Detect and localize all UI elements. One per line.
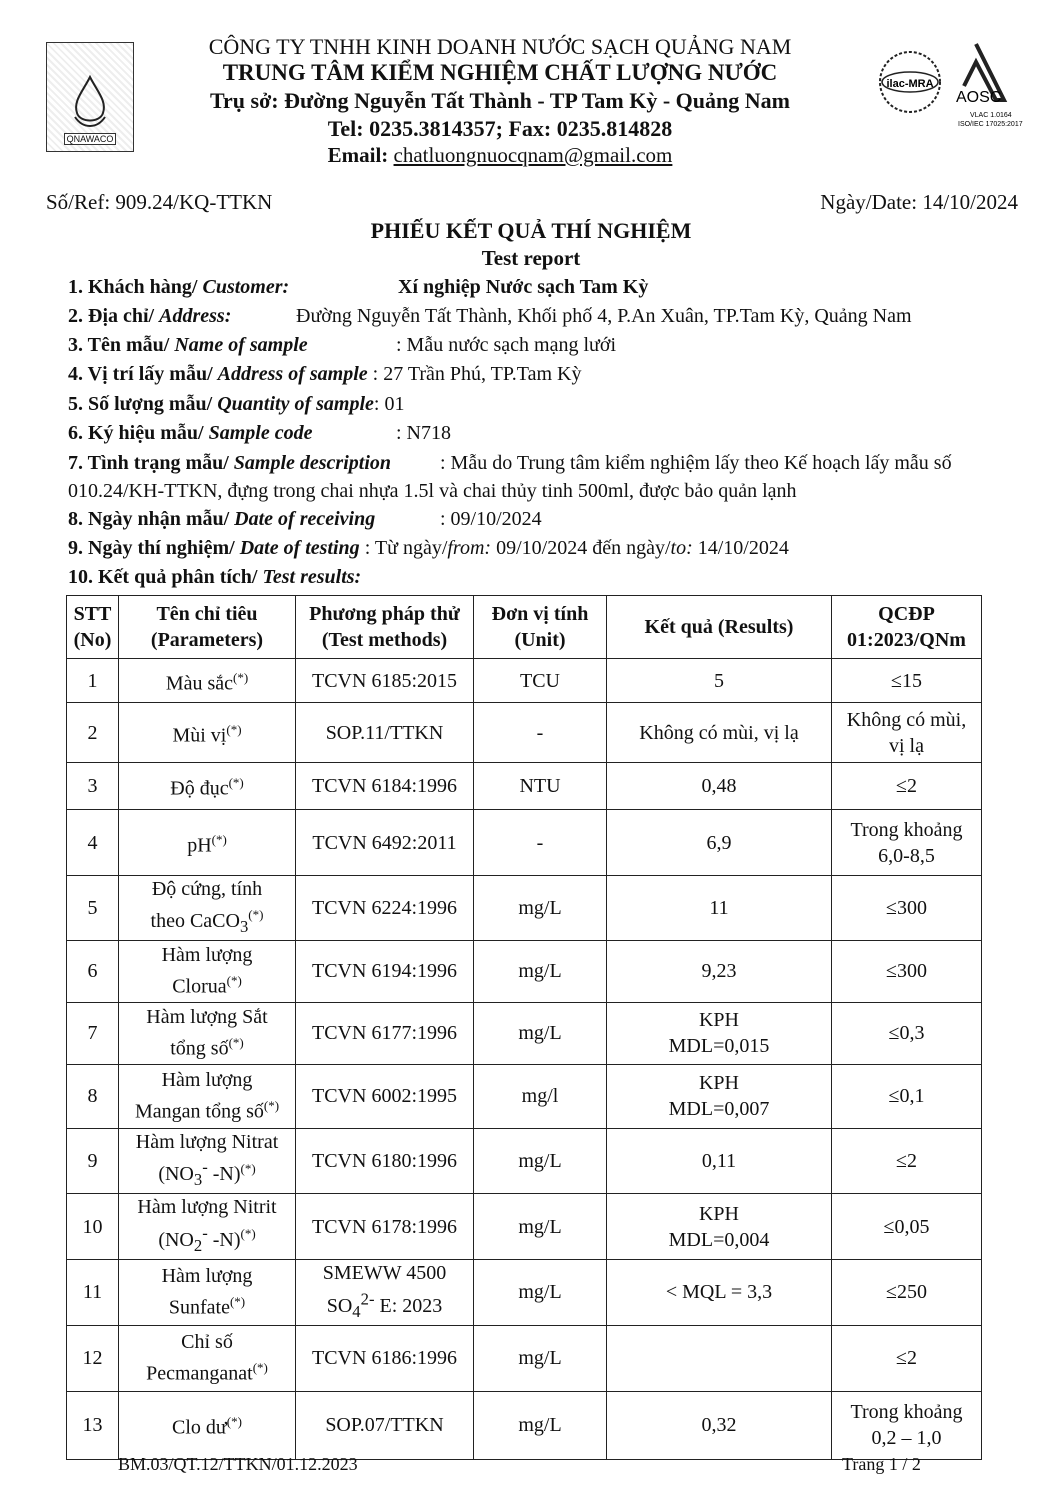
cell-unit-text: -	[536, 831, 544, 854]
cell-method	[296, 1325, 474, 1391]
cell-limit	[832, 940, 982, 1002]
cell-result-text: 0,48	[701, 775, 737, 797]
table-row	[67, 1391, 982, 1459]
cell-limit	[832, 810, 982, 876]
cell-result	[607, 1259, 832, 1325]
report-date: Ngày/Date: 14/10/2024	[820, 190, 1018, 214]
testing-date-line: 9. Ngày thí nghiệm/ Date of testing : Từ ngày/from: 09/10/2024 đến ngày/to: 14/10/2024	[68, 537, 789, 559]
results-table	[66, 595, 982, 1460]
column-header-text: STT	[73, 603, 112, 625]
cell-method-text: SMEWW 4500	[322, 1261, 447, 1284]
cell-method-text: $SO_4^{2-}$ E: 2023	[326, 1288, 443, 1321]
cell-no-text: 5	[87, 896, 98, 919]
cell-result	[607, 1325, 832, 1391]
cell-no	[67, 1259, 119, 1325]
cell-limit	[832, 1002, 982, 1064]
footnote-mark: (*)	[228, 1035, 244, 1051]
cell-parameter	[119, 876, 296, 941]
table-row	[67, 703, 982, 763]
cell-parameter	[119, 1391, 296, 1459]
cell-limit	[832, 1064, 982, 1128]
cell-no-text: 13	[82, 1414, 103, 1437]
cell-limit	[832, 1128, 982, 1194]
cell-parameter	[119, 1128, 296, 1194]
cell-no-text: 9	[87, 1149, 98, 1172]
cell-parameter-text: Mùi vị	[172, 724, 227, 747]
cell-unit	[474, 1128, 607, 1194]
sample-location-line: 4. Vị trí lấy mẫu/ Address of sample : 27 Trần Phú, TP.Tam Kỳ	[68, 363, 582, 385]
cell-result	[607, 876, 832, 941]
cell-method-text: SOP.07/TTKN	[325, 1414, 444, 1437]
ilac-mra-seal	[878, 44, 942, 120]
table-row	[67, 763, 982, 810]
cell-method	[296, 659, 474, 703]
cell-parameter	[119, 940, 296, 1002]
cell-parameter-text: Mangan tổng số	[134, 1100, 264, 1123]
cell-parameter-text: Độ cứng, tính	[151, 878, 263, 900]
cell-limit-text: ≤15	[891, 669, 922, 692]
cell-limit-text: ≤2	[896, 775, 917, 797]
footnote-mark: (*)	[229, 1294, 246, 1310]
office-address: Trụ sở: Đường Nguyễn Tất Thành - TP Tam Kỳ - Quảng Nam	[210, 88, 790, 113]
column-header-text: Đơn vị tính	[491, 603, 589, 625]
cell-unit	[474, 1259, 607, 1325]
cell-parameter	[119, 1325, 296, 1391]
cell-unit-text: mg/L	[518, 1022, 562, 1045]
cell-no-text: 3	[87, 775, 98, 797]
column-header-text: QCĐP	[878, 603, 935, 625]
email-label: Email:	[327, 143, 394, 167]
cell-parameter-text: Clo dư	[172, 1416, 227, 1439]
reference-number: Số/Ref: 909.24/KQ-TTKN	[46, 190, 273, 214]
receiving-date-value: : 09/10/2024	[440, 508, 542, 530]
cell-parameter	[119, 810, 296, 876]
footnote-mark: (*)	[226, 973, 242, 989]
cell-no	[67, 876, 119, 941]
cell-method-text: TCVN 6184:1996	[312, 775, 457, 797]
cell-method	[296, 1259, 474, 1325]
seal-text: ilac-MRA	[886, 78, 934, 90]
cell-result-text: MDL=0,015	[668, 1035, 770, 1058]
cell-method	[296, 1391, 474, 1459]
cell-parameter-text: Độ đục	[170, 777, 229, 800]
sample-quantity-line: 5. Số lượng mẫu/ Quantity of sample: 01	[68, 393, 405, 415]
cell-no	[67, 1391, 119, 1459]
cell-limit-text: Không có mùi,	[846, 708, 967, 731]
cell-limit	[832, 1259, 982, 1325]
cell-result-text: MDL=0,007	[668, 1098, 770, 1121]
logo-text: QNAWACO	[64, 133, 117, 145]
table-row	[67, 1194, 982, 1260]
cell-method-text: TCVN 6224:1996	[312, 896, 457, 919]
column-header-text: (Unit)	[514, 629, 566, 651]
cell-method	[296, 940, 474, 1002]
cell-unit	[474, 1064, 607, 1128]
cell-parameter-text: ($NO_2^-$ -N)	[158, 1223, 241, 1255]
cell-unit-text: mg/L	[518, 960, 562, 983]
cell-unit-text: mg/L	[518, 1215, 562, 1238]
cell-parameter-text: Hàm lượng Nitrat	[135, 1130, 279, 1153]
test-results-label: 10. Kết quả phân tích/ Test results:	[68, 566, 362, 588]
footnote-mark: (*)	[211, 831, 227, 847]
cell-unit	[474, 763, 607, 810]
cell-parameter-text: theo CaCO$_3$	[150, 909, 249, 936]
report-title: PHIẾU KẾT QUẢ THÍ NGHIỆM	[370, 218, 692, 243]
footnote-mark: (*)	[228, 775, 244, 791]
cell-unit	[474, 1391, 607, 1459]
cell-unit	[474, 1194, 607, 1260]
cell-no-text: 8	[87, 1085, 98, 1108]
cell-limit	[832, 763, 982, 810]
cell-limit	[832, 659, 982, 703]
cell-method	[296, 763, 474, 810]
address-line: 2. Địa chỉ/ Address: Đường Nguyễn Tất Thành, Khối phố 4, P.An Xuân, TP.Tam Kỳ, Quảng Nam	[68, 305, 912, 327]
cell-method	[296, 1002, 474, 1064]
sample-name-value: : Mẫu nước sạch mạng lưới	[396, 334, 617, 356]
cell-limit	[832, 1391, 982, 1459]
cell-no-text: 4	[87, 831, 98, 854]
table-row	[67, 1128, 982, 1194]
cell-no-text: 11	[82, 1281, 103, 1304]
cell-unit	[474, 1325, 607, 1391]
footnote-mark: (*)	[226, 1414, 242, 1430]
cell-method	[296, 876, 474, 941]
sample-description-cont: 010.24/KH-TTKN, đựng trong chai nhựa 1.5l và chai thủy tinh 500ml, được bảo quản lạnh	[68, 480, 797, 502]
cell-result-text: Không có mùi, vị lạ	[639, 721, 799, 744]
cell-no-text: 12	[82, 1347, 103, 1370]
center-name: TRUNG TÂM KIỂM NGHIỆM CHẤT LƯỢNG NƯỚC	[222, 60, 778, 85]
aosc-vlac: VLAC 1.0164	[970, 112, 1012, 119]
cell-method	[296, 1128, 474, 1194]
cell-parameter	[119, 1194, 296, 1260]
cell-result	[607, 1128, 832, 1194]
cell-no	[67, 1002, 119, 1064]
cell-result	[607, 1064, 832, 1128]
cell-result-text: KPH	[698, 1202, 739, 1225]
cell-method	[296, 810, 474, 876]
cell-result-text: 11	[709, 896, 729, 919]
cell-result	[607, 763, 832, 810]
column-header-text: 01:2023/QNm	[847, 629, 966, 651]
cell-result-text: KPH	[698, 1009, 739, 1032]
cell-no	[67, 703, 119, 763]
cell-unit-text: NTU	[519, 775, 561, 797]
cell-parameter	[119, 1002, 296, 1064]
cell-unit-text: mg/L	[518, 1414, 562, 1437]
address-value: Đường Nguyễn Tất Thành, Khối phố 4, P.An Xuân, TP.Tam Kỳ, Quảng Nam	[296, 305, 912, 327]
cell-result-text: MDL=0,004	[668, 1228, 770, 1251]
sample-description-value: : Mẫu do Trung tâm kiểm nghiệm lấy theo Kế hoạch lấy mẫu số	[440, 452, 952, 474]
cell-no	[67, 1194, 119, 1260]
aosc-text: AOSC	[956, 89, 1002, 106]
cell-limit	[832, 703, 982, 763]
cell-parameter-text: Clorua	[172, 975, 227, 998]
cell-no-text: 6	[87, 960, 98, 983]
company-logo	[46, 42, 134, 152]
cell-unit-text: mg/L	[518, 896, 562, 919]
cell-no-text: 10	[82, 1215, 103, 1238]
column-header-text: Tên chỉ tiêu	[156, 603, 258, 625]
cell-limit-text: 6,0-8,5	[878, 844, 935, 867]
cell-unit	[474, 1002, 607, 1064]
cell-no	[67, 763, 119, 810]
cell-result-text: 9,23	[701, 960, 737, 983]
cell-unit	[474, 810, 607, 876]
column-header-text: (Parameters)	[150, 629, 264, 651]
cell-parameter-text: Hàm lượng Nitrit	[137, 1196, 277, 1219]
cell-unit-text: mg/L	[518, 1149, 562, 1172]
cell-result-text: 5	[714, 669, 724, 692]
cell-result	[607, 810, 832, 876]
table-row	[67, 1325, 982, 1391]
column-header-text: Kết quả (Results)	[644, 616, 794, 638]
footnote-mark: (*)	[233, 669, 249, 685]
cell-unit	[474, 940, 607, 1002]
cell-result-text: 6,9	[706, 831, 732, 854]
cell-no	[67, 810, 119, 876]
table-row	[67, 659, 982, 703]
footnote-mark: (*)	[252, 1360, 268, 1376]
cell-limit-text: ≤2	[896, 1149, 917, 1172]
water-drop-icon	[65, 73, 115, 133]
cell-result	[607, 659, 832, 703]
cell-result	[607, 940, 832, 1002]
cell-limit	[832, 876, 982, 941]
cell-parameter-text: tổng số	[170, 1037, 229, 1060]
cell-limit-text: ≤2	[896, 1347, 917, 1370]
cell-unit-text: TCU	[520, 669, 560, 692]
cell-unit	[474, 659, 607, 703]
cell-method-text: TCVN 6177:1996	[312, 1022, 457, 1045]
cell-method-text: TCVN 6178:1996	[312, 1215, 457, 1238]
footnote-mark: (*)	[263, 1098, 280, 1114]
cell-parameter	[119, 659, 296, 703]
table-row	[67, 1064, 982, 1128]
footnote-mark: (*)	[226, 721, 242, 737]
cell-no-text: 2	[87, 721, 98, 744]
cell-parameter-text: Sunfate	[168, 1297, 230, 1320]
cell-unit-text: mg/L	[518, 1347, 562, 1370]
company-name: CÔNG TY TNHH KINH DOANH NƯỚC SẠCH QUẢNG NAM	[208, 34, 792, 59]
cell-method-text: TCVN 6180:1996	[312, 1149, 457, 1172]
cell-unit	[474, 703, 607, 763]
cell-parameter-text: ($NO_3^-$ -N)	[158, 1157, 241, 1190]
table-header-row	[67, 596, 982, 659]
table-row	[67, 1259, 982, 1325]
cell-parameter-text: Pecmanganat	[146, 1362, 253, 1385]
table-row	[67, 810, 982, 876]
table-row	[67, 876, 982, 941]
cell-no	[67, 1128, 119, 1194]
cell-method	[296, 1064, 474, 1128]
column-header-text: Phương pháp thử	[309, 603, 460, 625]
contact-phone: Tel: 0235.3814357; Fax: 0235.814828	[327, 116, 673, 141]
cell-method-text: TCVN 6186:1996	[312, 1347, 457, 1370]
cell-unit-text: mg/L	[518, 1281, 562, 1304]
cell-result	[607, 1391, 832, 1459]
footnote-mark: (*)	[240, 1226, 256, 1242]
cell-parameter-text: Hàm lượng	[161, 1069, 253, 1092]
cell-method-text: SOP.11/TTKN	[325, 721, 444, 744]
cell-method	[296, 1194, 474, 1260]
cell-parameter-text: Hàm lượng Sắt	[146, 1006, 268, 1029]
cell-no	[67, 1325, 119, 1391]
contact-email	[150, 143, 850, 168]
cell-unit-text: mg/l	[521, 1085, 559, 1108]
report-subtitle: Test report	[481, 246, 581, 270]
cell-method-text: TCVN 6185:2015	[312, 669, 457, 692]
sample-quantity-value: : 01	[373, 393, 405, 415]
cell-parameter	[119, 1259, 296, 1325]
cell-limit	[832, 1194, 982, 1260]
cell-result-text: KPH	[698, 1072, 739, 1095]
form-code: BM.03/QT.12/TTKN/01.12.2023	[118, 1454, 358, 1474]
cell-result-text: 0,11	[701, 1149, 737, 1172]
receiving-date-line: 8. Ngày nhận mẫu/ Date of receiving : 09/10/2024	[68, 508, 542, 530]
column-header	[67, 596, 119, 659]
cell-unit	[474, 876, 607, 941]
cell-no	[67, 940, 119, 1002]
email-link[interactable]: chatluongnuocqnam@gmail.com	[393, 143, 673, 167]
sample-code-value: : N718	[396, 422, 451, 444]
cell-limit-text: ≤300	[886, 960, 927, 983]
cell-result	[607, 1002, 832, 1064]
cell-method-text: TCVN 6492:2011	[312, 831, 457, 854]
sample-name-line: 3. Tên mẫu/ Name of sample : Mẫu nước sạch mạng lưới	[68, 334, 617, 356]
table-row	[67, 1002, 982, 1064]
cell-parameter-text: pH	[187, 834, 212, 857]
column-header-text: (No)	[73, 629, 112, 651]
column-header-text: (Test methods)	[321, 629, 448, 651]
cell-parameter-text: Hàm lượng	[161, 944, 253, 967]
sample-description-line: 7. Tình trạng mẫu/ Sample description : Mẫu do Trung tâm kiểm nghiệm lấy theo Kế hoạch lấy mẫu số	[68, 452, 952, 474]
cell-result-text: 0,32	[701, 1414, 737, 1437]
cell-result	[607, 1194, 832, 1260]
cell-parameter-text: Màu sắc	[165, 672, 234, 695]
aosc-iso: ISO/IEC 17025:2017	[958, 121, 1023, 128]
cell-parameter	[119, 703, 296, 763]
customer-line: 1. Khách hàng/ Customer: Xí nghiệp Nước sạch Tam Kỳ	[68, 276, 649, 298]
column-header	[474, 596, 607, 659]
aosc-logo	[946, 40, 1026, 130]
cell-limit-text: ≤250	[886, 1281, 927, 1304]
cell-no	[67, 659, 119, 703]
cell-parameter-text: Chỉ số	[181, 1331, 233, 1354]
cell-no-text: 1	[87, 669, 98, 692]
sample-location-value: : 27 Trần Phú, TP.Tam Kỳ	[372, 363, 582, 385]
cell-method-text: TCVN 6194:1996	[312, 960, 457, 983]
cell-parameter	[119, 1064, 296, 1128]
column-header	[607, 596, 832, 659]
sample-code-line: 6. Ký hiệu mẫu/ Sample code : N718	[68, 422, 451, 444]
page-number: Trang 1 / 2	[842, 1454, 921, 1474]
footnote-mark: (*)	[240, 1160, 256, 1176]
cell-limit-text: Trong khoảng	[850, 1401, 963, 1424]
cell-limit	[832, 1325, 982, 1391]
cell-limit-text: ≤0,05	[883, 1215, 930, 1238]
cell-parameter	[119, 763, 296, 810]
cell-no	[67, 1064, 119, 1128]
cell-method	[296, 703, 474, 763]
cell-limit-text: ≤0,1	[888, 1085, 925, 1108]
table-row	[67, 940, 982, 1002]
cell-unit-text: -	[536, 721, 544, 744]
cell-limit-text: ≤0,3	[888, 1022, 925, 1045]
cell-parameter-text: Hàm lượng	[161, 1265, 253, 1288]
column-header	[832, 596, 982, 659]
cell-result-text: < MQL = 3,3	[665, 1281, 773, 1304]
column-header	[296, 596, 474, 659]
footnote-mark: (*)	[248, 907, 264, 922]
cell-limit-text: ≤300	[886, 896, 927, 919]
cell-limit-text: 0,2 – 1,0	[871, 1427, 942, 1450]
cell-method-text: TCVN 6002:1995	[312, 1085, 457, 1108]
customer-value: Xí nghiệp Nước sạch Tam Kỳ	[398, 276, 649, 298]
cell-no-text: 7	[87, 1022, 98, 1045]
cell-result	[607, 703, 832, 763]
cell-limit-text: vị lạ	[889, 734, 924, 757]
column-header	[119, 596, 296, 659]
cell-limit-text: Trong khoảng	[850, 818, 963, 841]
